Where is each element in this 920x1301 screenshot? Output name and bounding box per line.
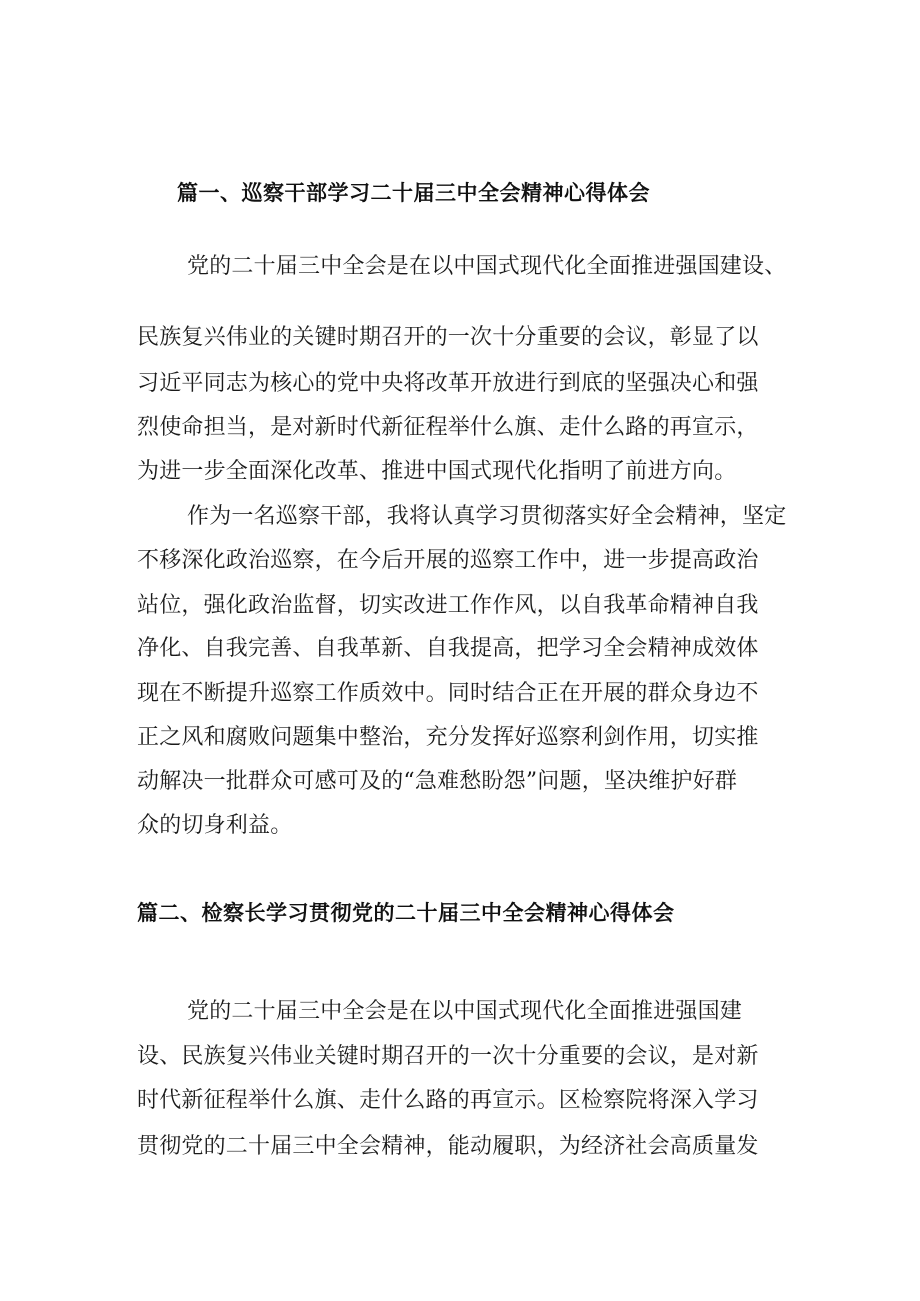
s1-p2-line-3: 站位，强化政治监督，切实改进工作作风，以自我革命精神自我 [137, 593, 759, 618]
s2-p1-line-4: 贯彻党的二十届三中全会精神，能动履职，为经济社会高质量发 [137, 1134, 759, 1159]
s1-p2-line-8: 众的切身利益。 [137, 813, 293, 838]
s1-p2-line-7: 动解决一批群众可感可及的“急难愁盼怨”问题，坚决维护好群 [137, 769, 738, 794]
section-1-heading: 篇一、巡察干部学习二十届三中全会精神心得体会 [177, 181, 650, 205]
s1-p2-line-1: 作为一名巡察干部，我将认真学习贯彻落实好全会精神，坚定 [187, 504, 787, 529]
s1-p1-line-4: 烈使命担当，是对新时代新征程举什么旗、走什么路的再宣示， [137, 415, 759, 440]
s1-p2-line-4: 净化、自我完善、自我革新、自我提高，把学习全会精神成效体 [137, 636, 759, 661]
section-2-heading: 篇二、检察长学习贯彻党的二十届三中全会精神心得体会 [137, 901, 675, 925]
s1-p1-line-2: 民族复兴伟业的关键时期召开的一次十分重要的会议，彰显了以 [137, 325, 759, 350]
s2-p1-line-2: 设、民族复兴伟业关键时期召开的一次十分重要的会议，是对新 [137, 1044, 759, 1069]
s1-p1-line-5: 为进一步全面深化改革、推进中国式现代化指明了前进方向。 [137, 459, 737, 484]
s1-p1-line-1: 党的二十届三中全会是在以中国式现代化全面推进强国建设、 [187, 254, 787, 279]
s1-p2-line-6: 正之风和腐败问题集中整治，充分发挥好巡察利剑作用，切实推 [137, 725, 759, 750]
s1-p1-line-3: 习近平同志为核心的党中央将改革开放进行到底的坚强决心和强 [137, 371, 759, 396]
s1-p2-line-5: 现在不断提升巡察工作质效中。同时结合正在开展的群众身边不 [137, 681, 759, 706]
s2-p1-line-3: 时代新征程举什么旗、走什么路的再宣示。区检察院将深入学习 [137, 1088, 759, 1113]
s2-p1-line-1: 党的二十届三中全会是在以中国式现代化全面推进强国建 [187, 999, 743, 1024]
s1-p2-line-2: 不移深化政治巡察，在今后开展的巡察工作中，进一步提高政治 [137, 548, 759, 573]
